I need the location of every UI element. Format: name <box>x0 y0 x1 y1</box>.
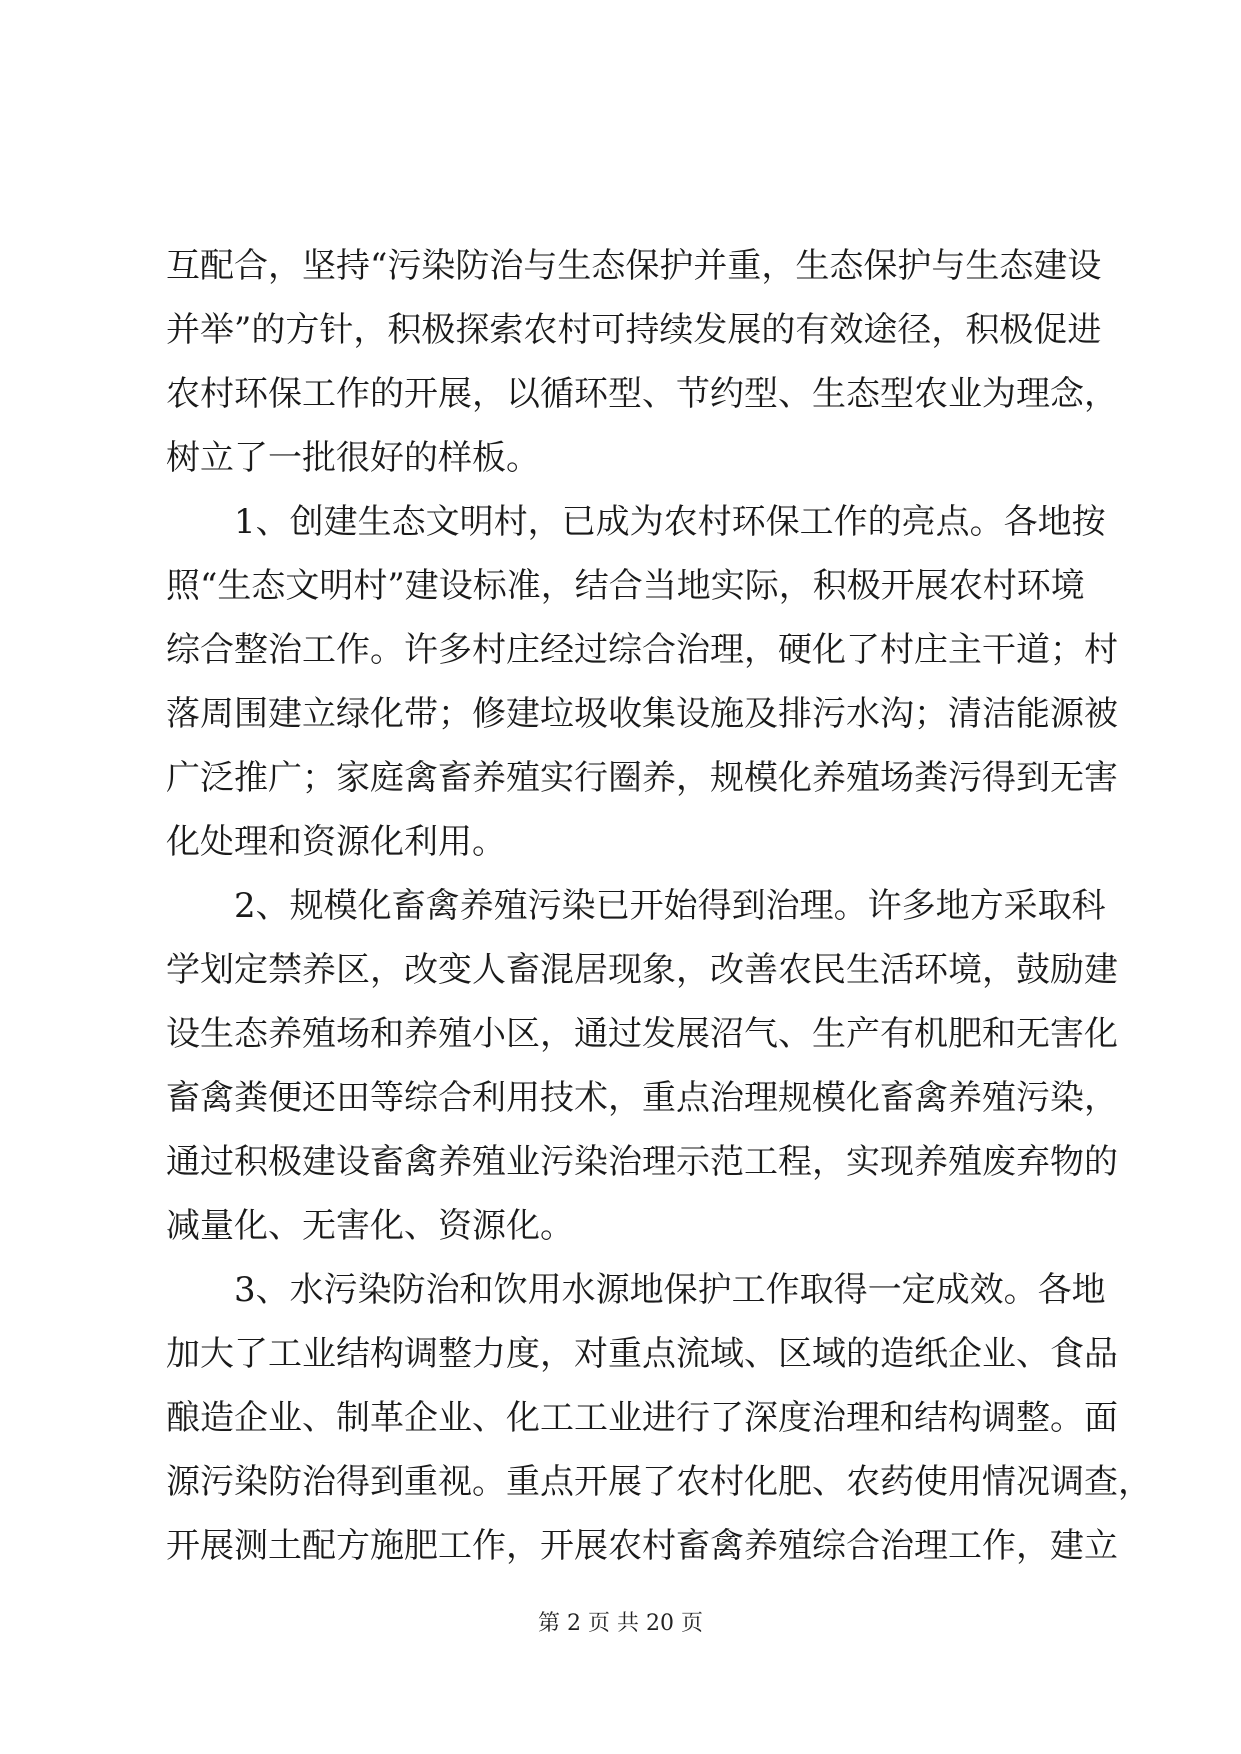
text-line: 广泛推广；家庭禽畜养殖实行圈养，规模化养殖场粪污得到无害 <box>166 758 1118 798</box>
text-line: 2、规模化畜禽养殖污染已开始得到治理。许多地方采取科 <box>234 886 1106 926</box>
text-line: 照“生态文明村”建设标准，结合当地实际，积极开展农村环境 <box>166 566 1085 606</box>
paragraph-3 <box>166 874 1118 1258</box>
text-line: 酿造企业、制革企业、化工工业进行了深度治理和结构调整。面 <box>166 1398 1118 1438</box>
text-line: 通过积极建设畜禽养殖业污染治理示范工程，实现养殖废弃物的 <box>166 1142 1118 1182</box>
text-line: 源污染防治得到重视。重点开展了农村化肥、农药使用情况调查， <box>166 1462 1152 1502</box>
text-line: 并举”的方针，积极探索农村可持续发展的有效途径，积极促进 <box>166 310 1102 350</box>
body-text <box>166 234 1152 1578</box>
text-line: 互配合，坚持“污染防治与生态保护并重，生态保护与生态建设 <box>166 246 1102 286</box>
text-line: 设生态养殖场和养殖小区，通过发展沼气、生产有机肥和无害化 <box>166 1014 1118 1054</box>
text-line: 加大了工业结构调整力度，对重点流域、区域的造纸企业、食品 <box>166 1334 1118 1374</box>
text-line: 农村环保工作的开展，以循环型、节约型、生态型农业为理念， <box>166 374 1118 414</box>
text-line: 畜禽粪便还田等综合利用技术，重点治理规模化畜禽养殖污染， <box>166 1078 1118 1118</box>
text-line: 3、水污染防治和饮用水源地保护工作取得一定成效。各地 <box>234 1270 1106 1310</box>
text-line: 综合整治工作。许多村庄经过综合治理，硬化了村庄主干道；村 <box>166 630 1118 670</box>
text-line: 树立了一批很好的样板。 <box>166 438 540 478</box>
paragraph-2 <box>166 490 1118 874</box>
text-line: 1、创建生态文明村，已成为农村环保工作的亮点。各地按 <box>234 502 1106 542</box>
text-line: 开展测土配方施肥工作，开展农村畜禽养殖综合治理工作，建立 <box>166 1526 1118 1566</box>
paragraph-4 <box>166 1258 1152 1578</box>
text-line: 减量化、无害化、资源化。 <box>166 1206 574 1246</box>
page-number-footer: 第 2 页 共 20 页 <box>538 1611 703 1636</box>
text-line: 学划定禁养区，改变人畜混居现象，改善农民生活环境，鼓励建 <box>166 950 1118 990</box>
text-line: 落周围建立绿化带；修建垃圾收集设施及排污水沟；清洁能源被 <box>166 694 1118 734</box>
paragraph-1 <box>166 234 1118 490</box>
text-line: 化处理和资源化利用。 <box>166 822 506 862</box>
